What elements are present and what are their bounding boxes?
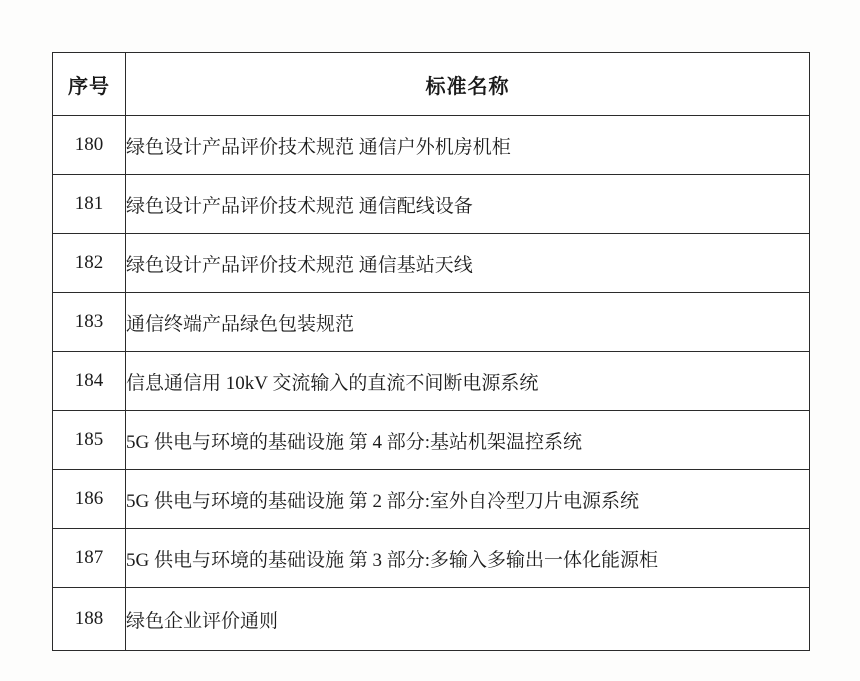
cell-standard-name: 信息通信用 10kV 交流输入的直流不间断电源系统 xyxy=(126,352,810,411)
cell-sequence: 186 xyxy=(53,470,126,529)
standards-table xyxy=(52,52,810,651)
table-row xyxy=(53,470,810,529)
column-header-standard-name: 标准名称 xyxy=(126,53,810,116)
cell-sequence: 185 xyxy=(53,411,126,470)
cell-standard-name: 绿色设计产品评价技术规范 通信户外机房机柜 xyxy=(126,116,810,175)
table-row xyxy=(53,529,810,588)
table-row xyxy=(53,116,810,175)
cell-sequence: 184 xyxy=(53,352,126,411)
table-row xyxy=(53,352,810,411)
cell-standard-name: 绿色企业评价通则 xyxy=(126,588,810,651)
cell-standard-name: 5G 供电与环境的基础设施 第 4 部分:基站机架温控系统 xyxy=(126,411,810,470)
cell-standard-name: 通信终端产品绿色包装规范 xyxy=(126,293,810,352)
cell-standard-name: 绿色设计产品评价技术规范 通信基站天线 xyxy=(126,234,810,293)
cell-sequence: 182 xyxy=(53,234,126,293)
cell-standard-name: 绿色设计产品评价技术规范 通信配线设备 xyxy=(126,175,810,234)
table-row xyxy=(53,588,810,651)
cell-sequence: 187 xyxy=(53,529,126,588)
column-header-sequence: 序号 xyxy=(53,53,126,116)
cell-standard-name: 5G 供电与环境的基础设施 第 2 部分:室外自冷型刀片电源系统 xyxy=(126,470,810,529)
standards-table-container xyxy=(52,52,809,651)
cell-sequence: 188 xyxy=(53,588,126,651)
table-row xyxy=(53,293,810,352)
table-row xyxy=(53,234,810,293)
table-row xyxy=(53,175,810,234)
table-header-row xyxy=(53,53,810,116)
table-row xyxy=(53,411,810,470)
cell-sequence: 181 xyxy=(53,175,126,234)
cell-standard-name: 5G 供电与环境的基础设施 第 3 部分:多输入多输出一体化能源柜 xyxy=(126,529,810,588)
cell-sequence: 180 xyxy=(53,116,126,175)
cell-sequence: 183 xyxy=(53,293,126,352)
